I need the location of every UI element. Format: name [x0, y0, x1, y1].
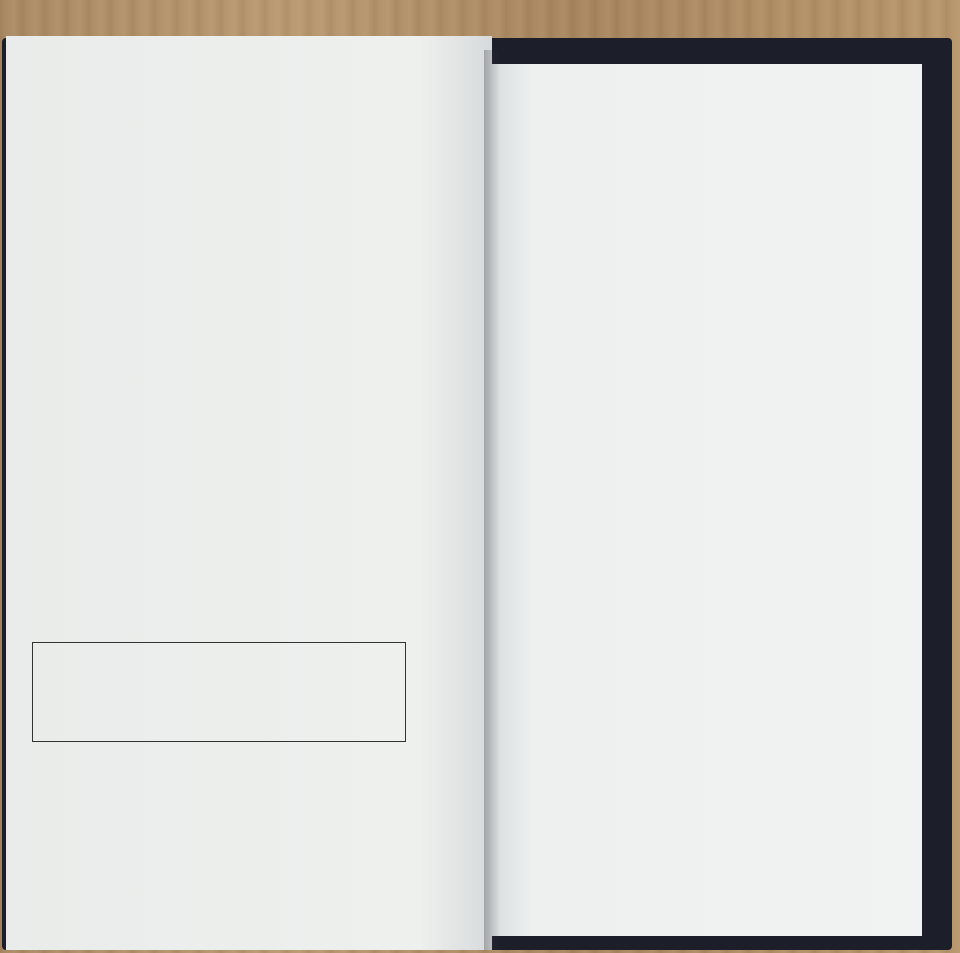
right-page: [490, 64, 922, 936]
left-page: [6, 36, 492, 950]
imprint: [32, 770, 332, 774]
color-symbols-box: [32, 642, 406, 742]
book-gutter: [484, 50, 500, 950]
